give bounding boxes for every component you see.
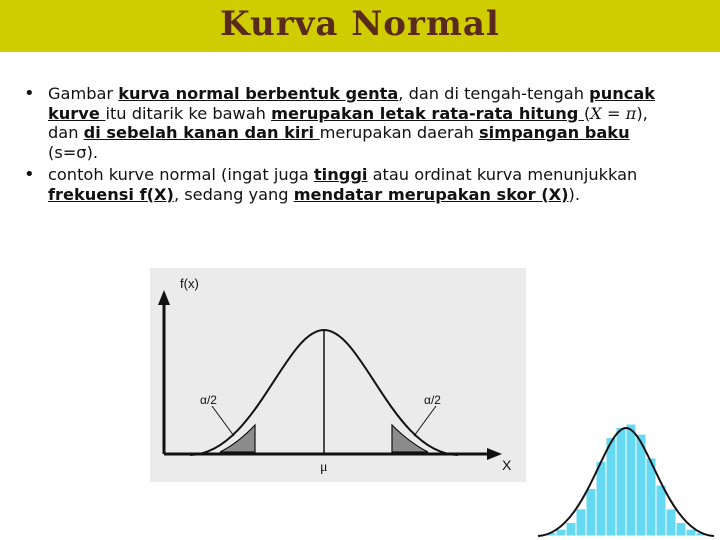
underlined-text: puncak kurve — [48, 84, 656, 123]
histogram-bar — [566, 522, 576, 536]
text: contoh kurve normal (ingat juga — [48, 165, 314, 184]
y-axis-label: f(x) — [180, 276, 199, 291]
text: ), dan — [48, 103, 648, 142]
underlined-text: kurva normal berbentuk genta — [118, 84, 399, 103]
bullet-dot: • — [24, 164, 35, 185]
bullet-dot: • — [24, 83, 35, 104]
text: ). — [568, 184, 581, 204]
text: Gambar — [48, 84, 119, 103]
underlined-text: tinggi — [313, 165, 368, 184]
histogram-bar — [606, 438, 616, 536]
normal-curve-svg — [150, 268, 526, 482]
bullet-item-1 — [18, 84, 658, 162]
underlined-text: simpangan baku — [479, 123, 630, 142]
right-tail-label: α/2 — [424, 393, 441, 407]
histogram-bar — [676, 522, 686, 536]
histogram-bar — [576, 509, 586, 536]
histogram-bar — [596, 461, 606, 536]
histogram-bar — [686, 529, 696, 536]
slide-title: Kurva Normal — [220, 4, 500, 44]
bullet-item-2 — [18, 165, 658, 204]
histogram-bar — [616, 427, 626, 536]
text: , dan di tengah-tengah — [398, 84, 590, 103]
histogram-bar — [656, 485, 666, 536]
underlined-text: frekuensi f(X) — [48, 184, 174, 204]
histogram-bar — [586, 488, 596, 536]
text: itu ditarik ke bawah — [105, 103, 272, 123]
histogram-bars — [546, 424, 706, 536]
text: , sedang yang — [173, 184, 294, 204]
x-axis-label: X — [502, 457, 512, 473]
left-tail-label: α/2 — [200, 393, 217, 407]
underlined-text: di sebelah kanan dan kiri — [83, 123, 320, 142]
text: atau ordinat kurva menunjukkan — [367, 165, 638, 184]
math-expression: X = π — [590, 103, 637, 123]
underlined-text: mendatar merupakan skor (X) — [293, 184, 569, 204]
bullet-list — [18, 84, 658, 207]
histogram-bar — [626, 424, 636, 536]
underlined-text: merupakan letak rata-rata hitung — [271, 103, 584, 123]
text: (s=σ). — [48, 142, 99, 162]
x-axis-arrow — [487, 448, 502, 460]
y-axis-arrow — [158, 290, 170, 305]
right-tail-pointer — [414, 406, 436, 436]
normal-curve-figure — [150, 268, 526, 482]
left-tail-pointer — [212, 406, 234, 436]
text: ( — [583, 103, 591, 123]
histogram-bar — [556, 529, 566, 536]
mean-label: μ — [320, 460, 328, 475]
text: merupakan daerah — [319, 123, 480, 142]
histogram-bar — [666, 509, 676, 536]
histogram-with-normal-curve — [536, 420, 720, 540]
